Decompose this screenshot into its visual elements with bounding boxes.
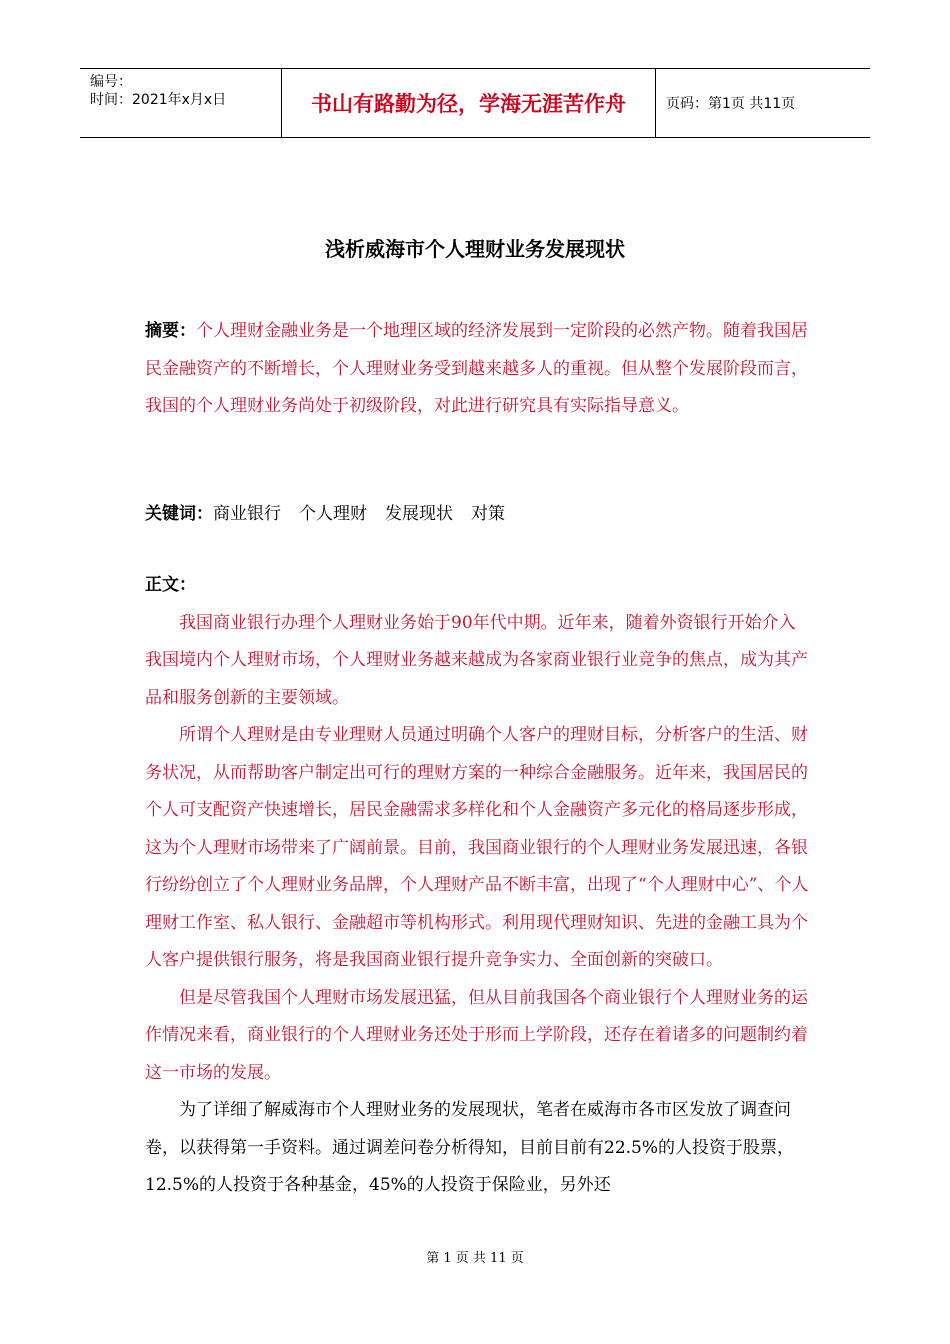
body-paragraph: 但是尽管我国个人理财市场发展迅猛，但从目前我国各个商业银行个人理财业务的运作情况来看，商业银行的个人理财业务还处于形而上学阶段，还存在着诸多的问题制约着这一市场的发展。 <box>145 987 808 1083</box>
keyword-item: 商业银行 <box>213 504 281 524</box>
body-section <box>145 567 810 1205</box>
header-motto: 书山有路勤为径，学海无涯苦作舟 <box>282 69 656 137</box>
time-label: 时间：2021年x月x日 <box>90 92 227 108</box>
header-table <box>80 68 870 138</box>
body-paragraph: 我国商业银行办理个人理财业务始于90年代中期。近年来，随着外资银行开始介入我国境内个人理财市场，个人理财业务越来越成为各家商业银行业竞争的焦点，成为其产品和服务创新的主要领域。 <box>145 612 808 708</box>
abstract-label: 摘要： <box>145 321 196 341</box>
page-footer: 第 1 页 共 11 页 <box>426 1251 524 1266</box>
keyword-item: 个人理财 <box>299 504 367 524</box>
header-meta <box>80 69 282 137</box>
keywords-label: 关键词： <box>145 504 213 524</box>
body-paragraph: 所谓个人理财是由专业理财人员通过明确个人客户的理财目标，分析客户的生活、财务状况，从而帮助客户制定出可行的理财方案的一种综合金融服务。近年来，我国居民的个人可支配资产快速增长，居民金融需求多样化和个人金融资产多元化的格局逐步形成，这为个人理财市场带来了广阔前景。目前，我国商业银行的个人理财业务发展迅速，各银行纷纷创立了个人理财业务品牌，个人理财产品不断丰富，出现了“个人理财中心”、个人理财工作室、私人银行、金融超市等机构形式。利用现代理财知识、先进的金融工具为个人客户提供银行服务，将是我国商业银行提升竞争实力、全面创新的突破口。 <box>145 725 809 970</box>
abstract-text: 个人理财金融业务是一个地理区域的经济发展到一定阶段的必然产物。随着我国居民金融资产的不断增长，个人理财业务受到越来越多人的重视。但从整个发展阶段而言，我国的个人理财业务尚处于初级阶段，对此进行研究具有实际指导意义。 <box>145 321 808 416</box>
body-paragraph: 为了详细了解威海市个人理财业务的发展现状，笔者在威海市各市区发放了调查问卷，以获得第一手资料。通过调差问卷分析得知，目前目前有22.5%的人投资于股票，12.5%的人投资于各种基金，45%的人投资于保险业，另外还 <box>145 1100 795 1195</box>
keywords-section <box>145 496 810 534</box>
document-title: 浅析威海市个人理财业务发展现状 <box>325 237 625 261</box>
number-label: 编号： <box>90 74 132 90</box>
body-label: 正文： <box>145 575 196 595</box>
abstract-section <box>145 313 810 426</box>
header-page-code: 页码：第1页 共11页 <box>666 96 796 112</box>
keyword-item: 发展现状 <box>385 504 453 524</box>
keyword-item: 对策 <box>471 504 505 524</box>
